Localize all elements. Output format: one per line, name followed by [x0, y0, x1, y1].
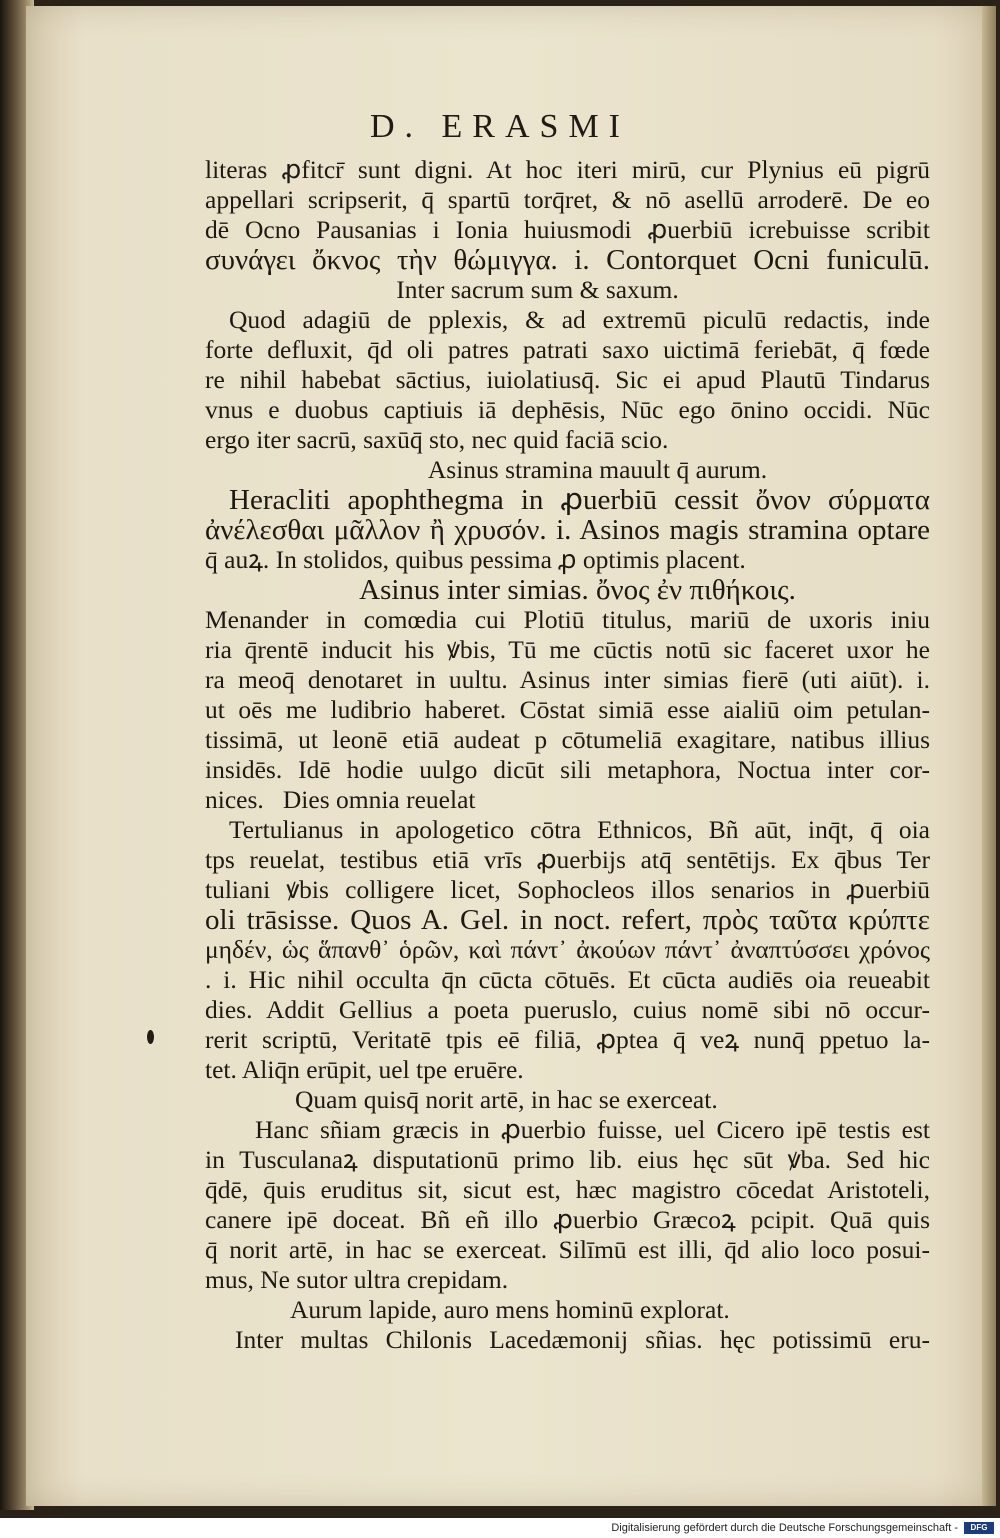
- text-line: tissimā, ut leonē etiā audeat p cōtumeliā exagitare, natibus illius: [205, 725, 930, 754]
- text-line: in Tusculanaꝝ disputationū primo lib. eius hęc sūt ꝟba. Sed hic: [205, 1145, 930, 1174]
- text-line: tuliani ꝟbis colligere licet, Sophocleos illos senarios in ꝓuerbiū: [205, 875, 930, 904]
- text-line: Heracliti apophthegma in ꝓuerbiū cessit ὄνον σύρματα: [229, 485, 930, 515]
- text-line: q̄dē, q̄uis eruditus sit, sicut est, hæc magistro cōcedat Aristoteli,: [205, 1175, 930, 1204]
- running-header: D. ERASMI: [369, 108, 631, 145]
- text-line: Menander in comœdia cui Plotiū titulus, mariū de uxoris iniu: [205, 605, 930, 634]
- dfg-logo-icon: DFG: [964, 1522, 994, 1534]
- text-line: ria q̄rentē inducit his ꝟbis, Tū me cūctis notū sic faceret uxor he: [205, 635, 930, 664]
- text-line: rerit scriptū, Veritatē tpis eē filiā, ꝓptea q̄ veꝝ nunq̄ ppetuo la-: [205, 1025, 930, 1054]
- text-line: vnus e duobus captiuis iā dephēsis, Nūc ego ōnino occidi. Nūc: [205, 395, 930, 424]
- text-line: Tertulianus in apologetico cōtra Ethnicos, Bñ aūt, inq̄t, q̄ oia: [229, 815, 930, 844]
- text-line: appellari scripserit, q̄ spartū torq̄ret, & nō asellū arroderē. De eo: [205, 185, 930, 214]
- text-line: dē Ocno Pausanias i Ionia huiusmodi ꝓuerbiū icrebuisse scribit: [205, 215, 930, 244]
- text-line: literas ꝓfitcr̄ sunt digni. At hoc iteri mirū, cur Plynius eū pigrū: [205, 155, 930, 184]
- text-line: Hanc sñiam græcis in ꝓuerbio fuisse, uel Cicero ipē testis est: [255, 1115, 930, 1144]
- ink-blot: [147, 1030, 154, 1044]
- adage-heading: Aurum lapide, auro mens hominū explorat.: [290, 1295, 730, 1324]
- text-line: oli trāsisse. Quos A. Gel. in noct. refert, πρὸς ταῦτα κρύπτε: [205, 905, 930, 935]
- text-line: ut oēs me ludibrio haberet. Cōstat simiā esse aialiū oim petulan-: [205, 695, 930, 724]
- text-line: dies. Addit Gellius a poeta pueruslo, cuius nomē sibi nō occur-: [205, 995, 930, 1024]
- text-line: ἀνέλεσθαι μᾶλλον ἢ χρυσόν. i. Asinos magis stramina optare: [205, 515, 930, 545]
- digitization-footer: [0, 1518, 1000, 1538]
- page-fore-edge: [982, 6, 996, 1506]
- adage-heading: Asinus stramina mauult q̄ aurum.: [427, 455, 768, 484]
- text-line: q̄ norit artē, in hac se exerceat. Silīmū est illi, q̄d alio loco posui-: [205, 1235, 930, 1264]
- text-line: ra meoq̄ denotaret in uultu. Asinus inter simias fierē (uti aiūt). i.: [205, 665, 930, 694]
- text-line: tps reuelat, testibus etiā vrīs ꝓuerbijs atq̄ sentētijs. Ex q̄bus Ter: [205, 845, 930, 874]
- funding-credit: Digitalisierung gefördert durch die Deutsche Forschungsgemeinschaft -: [611, 1522, 958, 1534]
- page-text: [205, 155, 930, 1355]
- adage-heading: Inter sacrum sum & saxum.: [396, 275, 679, 304]
- text-line: συνάγει ὄκνος τὴν θώμιγγα. i. Contorquet Ocni funiculū.: [205, 245, 930, 275]
- text-line: insidēs. Idē hodie uulgo dicūt sili metaphora, Noctua inter cor-: [205, 755, 930, 784]
- text-line: q̄ auꝝ. In stolidos, quibus pessima ꝓ optimis placent.: [205, 545, 746, 574]
- text-line: canere ipē doceat. Bñ eñ illo ꝓuerbio Græcoꝝ pcipit. Quā quis: [205, 1205, 930, 1234]
- text-line: tet. Aliq̄n erūpit, uel tpe eruēre.: [205, 1055, 524, 1084]
- text-line: . i. Hic nihil occulta q̄n cūcta cōtuēs. Et cūcta audiēs oia reueabit: [205, 965, 930, 994]
- adage-heading: Quam quisq̄ norit artē, in hac se exerceat.: [295, 1085, 718, 1114]
- text-line: forte defluxit, q̄d oli patres patrati saxo uictimā feriebāt, q̄ fœde: [205, 335, 930, 364]
- text-line: μηδέν, ὡς ἅπανθ᾽ ὁρῶν, καὶ πάντ᾽ ἀκούων πάντ᾽ ἀναπτύσσει χρόνος: [205, 935, 930, 964]
- text-line: nices. Dies omnia reuelat: [205, 785, 476, 814]
- text-line: Quod adagiū de pplexis, & ad extremū piculū redactis, inde: [229, 305, 930, 334]
- text-line: re nihil habebat sāctius, iuiolatiusq̄. Sic ei apud Plautū Tindarus: [205, 365, 930, 394]
- text-line: mus, Ne sutor ultra crepidam.: [205, 1265, 509, 1294]
- text-line: Inter multas Chilonis Lacedæmonij sñias. hęc potissimū eru-: [235, 1325, 930, 1354]
- adage-heading: Asinus inter simias. ὄνος ἐν πιθήκοις.: [359, 575, 796, 605]
- text-line: ergo iter sacrū, saxūq̄ sto, nec quid faciā scio.: [205, 425, 669, 454]
